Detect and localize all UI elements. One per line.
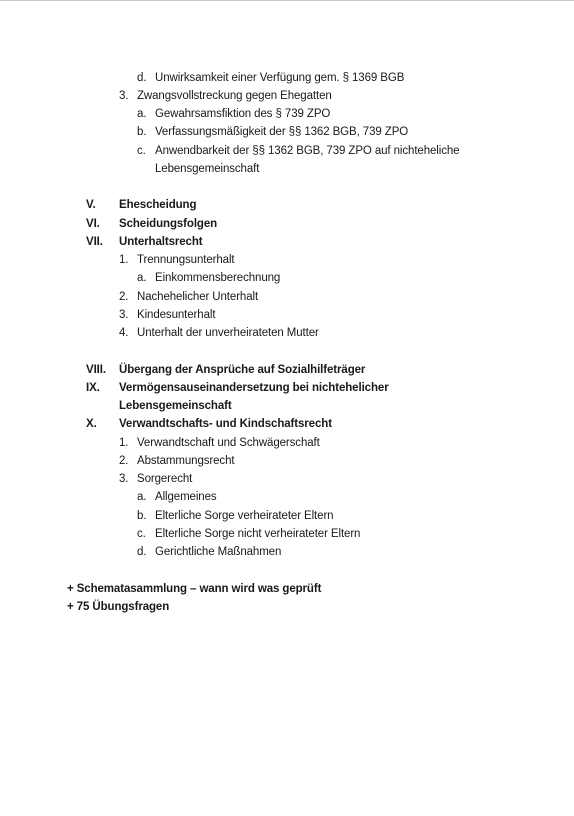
item-marker: d. [137, 546, 147, 558]
item-marker: c. [137, 528, 146, 540]
item-text: Allgemeines [155, 491, 217, 503]
section-title: Ehescheidung [119, 199, 197, 211]
section-title: Übergang der Ansprüche auf Sozialhilfeträger [119, 364, 366, 376]
item-text: Gewahrsamsfiktion des § 739 ZPO [155, 108, 331, 120]
section-title: Vermögensauseinandersetzung bei nichtehelicher [119, 382, 389, 394]
section-title: Verwandtschafts- und Kindschaftsrecht [119, 418, 332, 430]
section-marker: V. [86, 199, 96, 211]
item-marker: a. [137, 108, 147, 120]
item-text: Verwandtschaft und Schwägerschaft [137, 437, 320, 449]
item-text: Sorgerecht [137, 473, 193, 485]
item-marker: a. [137, 491, 147, 503]
item-text: Nachehelicher Unterhalt [137, 291, 259, 303]
section-marker: X. [86, 418, 97, 430]
item-marker: 3. [119, 90, 129, 102]
item-marker: c. [137, 145, 146, 157]
section-marker: VI. [86, 218, 100, 230]
item-text: Unterhalt der unverheirateten Mutter [137, 327, 319, 339]
item-marker: 4. [119, 327, 129, 339]
extra-schemata: + Schematasammlung – wann wird was geprüft [67, 583, 322, 595]
item-text: Verfassungsmäßigkeit der §§ 1362 BGB, 739 ZPO [155, 126, 409, 138]
extra-fragen: + 75 Übungsfragen [67, 601, 170, 613]
item-text: Kindesunterhalt [137, 309, 216, 321]
section-marker: VII. [86, 236, 103, 248]
item-marker: b. [137, 126, 147, 138]
item-marker: a. [137, 272, 147, 284]
item-marker: 1. [119, 437, 129, 449]
item-text: Gerichtliche Maßnahmen [155, 546, 282, 558]
item-text: Abstammungsrecht [137, 455, 235, 467]
item-text: Einkommensberechnung [155, 272, 281, 284]
section-marker: IX. [86, 382, 100, 394]
top-border [0, 0, 574, 1]
item-marker: 2. [119, 291, 129, 303]
section-title: Scheidungsfolgen [119, 218, 218, 230]
item-text: Trennungsunterhalt [137, 254, 235, 266]
item-marker: 3. [119, 473, 129, 485]
section-marker: VIII. [86, 364, 106, 376]
item-marker: 3. [119, 309, 129, 321]
item-marker: d. [137, 72, 147, 84]
item-marker: b. [137, 510, 147, 522]
item-marker: 1. [119, 254, 129, 266]
item-text: Lebensgemeinschaft [155, 163, 260, 175]
section-title: Unterhaltsrecht [119, 236, 203, 248]
item-text: Anwendbarkeit der §§ 1362 BGB, 739 ZPO auf nichteheliche [155, 145, 460, 157]
section-title: Lebensgemeinschaft [119, 400, 232, 412]
item-marker: 2. [119, 455, 129, 467]
item-text: Elterliche Sorge verheirateter Eltern [155, 510, 334, 522]
item-text: Elterliche Sorge nicht verheirateter Eltern [155, 528, 361, 540]
item-text: Zwangsvollstreckung gegen Ehegatten [137, 90, 332, 102]
item-text: Unwirksamkeit einer Verfügung gem. § 1369 BGB [155, 72, 405, 84]
